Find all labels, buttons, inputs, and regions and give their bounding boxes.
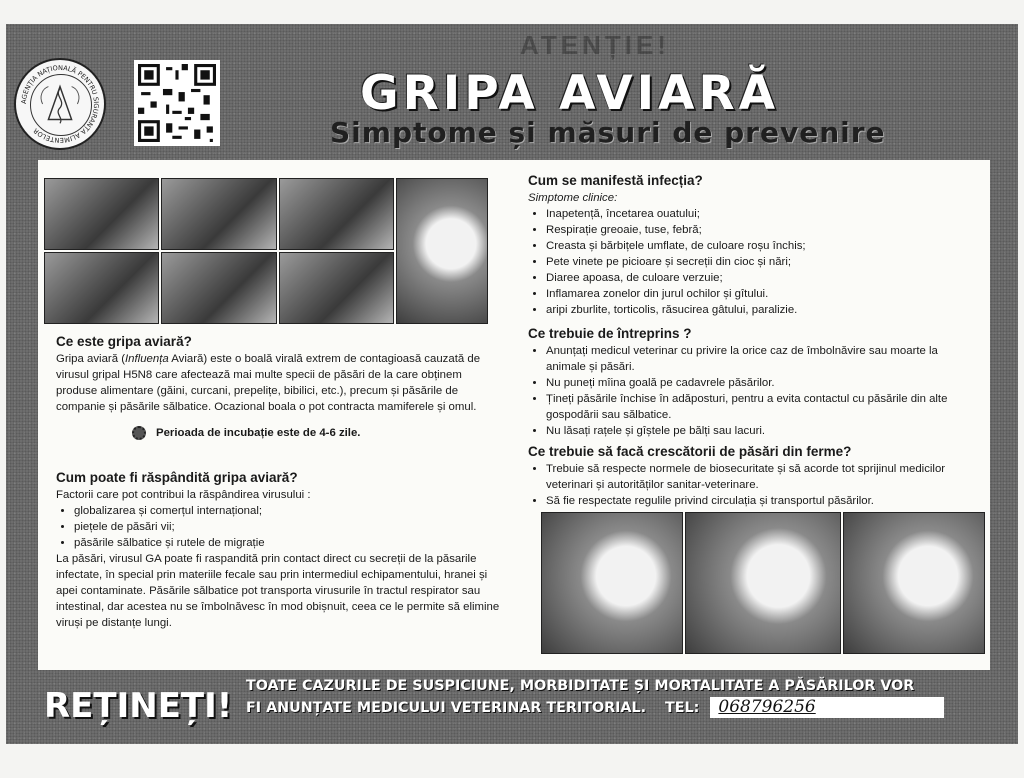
section-heading: Cum se manifestă infecția? bbox=[528, 173, 703, 188]
footer-warning: REȚINEȚI! bbox=[44, 686, 233, 726]
phone-number[interactable]: 068796256 bbox=[710, 697, 944, 718]
bird-photo bbox=[161, 252, 276, 324]
farmers-list bbox=[528, 461, 980, 509]
section-heading: Ce trebuie de întreprins ? bbox=[528, 326, 692, 341]
footer-notice bbox=[246, 676, 1006, 719]
left-column bbox=[56, 333, 504, 631]
right-column bbox=[528, 325, 980, 509]
farm-photo bbox=[541, 512, 683, 654]
symptoms-section bbox=[528, 172, 854, 318]
list-item: • globalizarea și comerțul internațional; bbox=[74, 503, 504, 519]
show-through-text: ATENȚIE! bbox=[520, 30, 670, 60]
list-item: • Inapetență, încetarea ouatului; bbox=[546, 206, 854, 222]
farm-photo bbox=[843, 512, 985, 654]
list-item: • păsările sălbatice și rutele de migrație bbox=[74, 535, 504, 551]
virus-icon bbox=[132, 426, 146, 440]
list-item: • Nu puneți mîina goală pe cadavrele păsărilor. bbox=[546, 375, 980, 391]
farm-photo bbox=[685, 512, 841, 654]
spread-factors-list bbox=[56, 503, 504, 551]
list-item: • Să fie respectate regulile privind circulația și transportul păsărilor. bbox=[546, 493, 980, 509]
list-item: • Țineți păsările închise în adăposturi, pentru a evita contactul cu păsările din alte gospodării sau sălbatice. bbox=[546, 391, 980, 423]
symptoms-list bbox=[528, 206, 854, 318]
bird-photo bbox=[161, 178, 276, 250]
logo-ring-text: AGENȚIA NAȚIONALĂ PENTRU SIGURANȚA ALIMENTELOR bbox=[19, 63, 101, 145]
incubation-note: Perioada de incubație este de 4-6 zile. bbox=[132, 425, 504, 441]
actions-list bbox=[528, 343, 980, 439]
bird-photo-collage bbox=[44, 178, 488, 324]
definition-paragraph: Gripa aviară (Influența Aviară) este o boală virală extrem de contagioasă cauzată de virusul gripal H5N8 care afectează mai multe specii de păsări de la care obținem produse alimentare (găini, curcani, prepelițe, bibilici, etc.), precum și păsările de companie și păsările sălbatice. Ocazional boala o pot contracta mamiferele și omul. bbox=[56, 353, 481, 413]
bird-photo bbox=[44, 252, 159, 324]
list-item: • aripi zburlite, torticolis, răsucirea gâtului, paralizie. bbox=[546, 302, 854, 318]
symptoms-subtitle: Simptome clinice: bbox=[528, 192, 618, 204]
section-heading: Ce este gripa aviară? bbox=[56, 334, 192, 349]
chicken-photo bbox=[396, 178, 488, 324]
list-item: • Respirație greoaie, tuse, febră; bbox=[546, 222, 854, 238]
footer-line: TOATE CAZURILE DE SUSPICIUNE, MORBIDITATE ȘI MORTALITATE A PĂSĂRILOR VOR bbox=[246, 678, 915, 694]
section-heading: Ce trebuie să facă crescătorii de păsări din ferme? bbox=[528, 444, 852, 459]
footer-line: FI ANUNȚATE MEDICULUI VETERINAR TERITORIAL. TEL: 068796256 bbox=[246, 697, 1006, 719]
ansa-logo bbox=[14, 58, 106, 150]
list-item: • Inflamarea zonelor din jurul ochilor și gîtului. bbox=[546, 286, 854, 302]
list-item: • Anunțați medicul veterinar cu privire la orice caz de îmbolnăvire sau moarte la animale și păsări. bbox=[546, 343, 980, 375]
list-item: • Pete vinete pe picioare și secreții din cioc și nări; bbox=[546, 254, 854, 270]
list-item: • Nu lăsați rațele și gîștele pe bălți sau lacuri. bbox=[546, 423, 980, 439]
poster-title: GRIPA AVIARĂ bbox=[360, 66, 780, 121]
bird-photo bbox=[279, 178, 394, 250]
list-item: • Diaree apoasa, de culoare verzuie; bbox=[546, 270, 854, 286]
list-item: • Trebuie să respecte normele de biosecuritate și să acorde tot sprijinul medicilor veterinari și autorităților sanitar-veterinare. bbox=[546, 461, 980, 493]
list-item: • Creasta și bărbițele umflate, de culoare roșu închis; bbox=[546, 238, 854, 254]
bird-photo bbox=[44, 178, 159, 250]
farm-photo-collage bbox=[541, 512, 985, 654]
logo-emblem bbox=[30, 74, 92, 136]
poster-subtitle: Simptome și măsuri de prevenire bbox=[330, 116, 886, 149]
spread-paragraph: La păsări, virusul GA poate fi raspandită prin contact direct cu secreții de la păsarile infectate, în special prin materiile fecale sau prin intermediul echipamentului, hranei și apei contaminate. Păsările sălbatice pot transporta virusurile în tractul respirator sau intestinal, dar acestea nu se îmbolnăvesc în mod obișnuit, ceea ce le permite să elimine viruși pe distanțe lungi. bbox=[56, 553, 500, 629]
bird-photo bbox=[279, 252, 394, 324]
list-item: • piețele de păsări vii; bbox=[74, 519, 504, 535]
section-heading: Cum poate fi răspândită gripa aviară? bbox=[56, 470, 298, 485]
qr-code-icon bbox=[134, 60, 220, 146]
tel-label: TEL: bbox=[665, 700, 700, 716]
spread-intro: Factorii care pot contribui la răspândirea virusului : bbox=[56, 489, 311, 501]
